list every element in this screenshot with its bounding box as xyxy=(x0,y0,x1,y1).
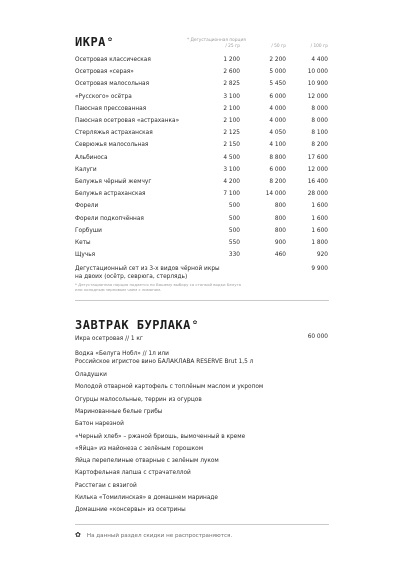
caviar-row xyxy=(75,249,329,261)
caviar-item-price: 550 xyxy=(228,240,240,246)
caviar-item-price: 8 200 xyxy=(311,142,328,149)
caviar-row xyxy=(75,225,329,237)
tasting-note-line1: * Дегустационная порция подается по Вашему выбору со стопкой водки Белуга xyxy=(75,282,242,287)
caviar-item-price: 5 450 xyxy=(269,81,286,88)
tasting-set xyxy=(75,266,329,281)
flower-icon: ✿ xyxy=(107,35,113,43)
caviar-item-price: 4 000 xyxy=(269,118,286,124)
caviar-item-price: 4 400 xyxy=(311,57,328,63)
caviar-item-price: 8 800 xyxy=(269,154,286,161)
caviar-row xyxy=(75,164,329,176)
caviar-title-text: ИКРА xyxy=(75,35,106,49)
caviar-item-price: 17 600 xyxy=(307,154,328,161)
breakfast-item: Яйца перепелиные отварные с зелёным луком xyxy=(75,458,219,465)
caviar-item-price: 1 600 xyxy=(311,215,328,222)
breakfast-item: «Черный хлеб» – ржаной бриошь, вымоченный в креме xyxy=(75,433,246,440)
caviar-row xyxy=(75,91,329,103)
caviar-item-name: Кеты xyxy=(75,240,91,246)
caviar-item-price: 12 000 xyxy=(307,166,328,173)
caviar-row xyxy=(75,213,329,225)
caviar-row xyxy=(75,78,329,90)
footer-note-text: На данный раздел скидки не распространяются. xyxy=(86,533,233,539)
caviar-item-price: 460 xyxy=(274,252,286,259)
caviar-row xyxy=(75,176,329,188)
breakfast-item: Оладушки xyxy=(75,372,107,378)
caviar-item-price: 10 900 xyxy=(307,81,328,88)
caviar-item-price: 3 100 xyxy=(223,166,240,173)
caviar-row xyxy=(75,66,329,78)
caviar-item-name: «Русского» осётра xyxy=(75,93,132,100)
caviar-row xyxy=(75,188,329,200)
caviar-item-price: 6 000 xyxy=(269,166,286,173)
caviar-item-name: Белужья астраханская xyxy=(75,191,146,198)
caviar-item-name: Севрюжья малосольная xyxy=(75,142,149,149)
breakfast-main-line: Икра осетровая // 1 кг xyxy=(75,336,143,342)
caviar-row xyxy=(75,103,329,115)
caviar-item-price: 920 xyxy=(316,252,328,259)
tasting-set-price: 9 900 xyxy=(311,266,328,272)
breakfast-item: Молодой отварной картофель с топлёным маслом и укропом xyxy=(75,384,264,391)
portion-note: * Дегустационная порция xyxy=(187,38,246,43)
caviar-item-price: 7 100 xyxy=(223,191,240,198)
caviar-item-price: 28 000 xyxy=(307,191,328,198)
caviar-item-price: 1 600 xyxy=(311,203,328,210)
caviar-item-name: Стерляжья астраханская xyxy=(75,130,153,137)
breakfast-item: «Яйца» из майонеза с зелёным горошком xyxy=(75,445,204,452)
caviar-item-name: Горбуши xyxy=(75,227,102,234)
caviar-item-name: Паюсная осетровая «астраханка» xyxy=(75,118,180,124)
breakfast-drink-line1: Водка «Белуга Нобл» // 1л или xyxy=(75,351,169,357)
caviar-item-price: 8 000 xyxy=(311,105,328,112)
breakfast-item: Батон нарезной xyxy=(75,421,124,428)
breakfast-item: Килька «Томилинская» в домашнем маринаде xyxy=(75,495,218,501)
caviar-row xyxy=(75,127,329,139)
caviar-item-name: Форели подкопчённая xyxy=(75,215,144,222)
tasting-set-line1: Дегустационный сет из 3-х видов чёрной икры xyxy=(75,266,220,272)
caviar-item-price: 14 000 xyxy=(265,191,286,198)
caviar-item-price: 500 xyxy=(228,215,240,222)
caviar-item-name: Осетровая классическая xyxy=(75,57,151,63)
caviar-row xyxy=(75,237,329,249)
caviar-item-price: 900 xyxy=(274,240,286,246)
caviar-item-price: 10 000 xyxy=(307,69,328,76)
caviar-row xyxy=(75,152,329,164)
caviar-item-name: Осетровая «серая» xyxy=(75,69,134,76)
col-head-100: / 100 гр xyxy=(310,44,328,49)
caviar-section-title xyxy=(75,35,113,49)
flower-icon: ✿ xyxy=(192,318,198,326)
caviar-item-price: 6 000 xyxy=(269,93,286,100)
caviar-item-price: 1 200 xyxy=(223,57,240,63)
caviar-item-name: Альбиноса xyxy=(75,154,108,161)
breakfast-title-text: ЗАВТРАК БУРЛАКА xyxy=(75,318,191,332)
breakfast-item: Домашние «консервы» из осетрины xyxy=(75,507,186,514)
footer-note xyxy=(75,531,232,539)
caviar-item-price: 800 xyxy=(274,203,286,210)
caviar-item-price: 4 000 xyxy=(269,105,286,112)
caviar-item-price: 2 150 xyxy=(223,142,240,149)
caviar-item-price: 1 600 xyxy=(311,227,328,234)
breakfast-section-title xyxy=(75,318,198,332)
caviar-item-price: 5 000 xyxy=(269,69,286,76)
breakfast-item: Огурцы малосольные, террин из огурцов xyxy=(75,396,202,403)
caviar-item-name: Форели xyxy=(75,203,99,210)
breakfast-drink-line2: Российское игристое вино БАЛАКЛАВА RESERVE Brut 1,5 л xyxy=(75,359,254,365)
caviar-item-price: 16 400 xyxy=(307,179,328,185)
caviar-item-price: 8 100 xyxy=(311,130,328,137)
caviar-item-name: Белужья чёрный жемчуг xyxy=(75,179,152,185)
breakfast-item: Картофельная лапша с страчателлой xyxy=(75,470,191,477)
caviar-row xyxy=(75,139,329,151)
caviar-row xyxy=(75,200,329,212)
caviar-item-price: 800 xyxy=(274,215,286,222)
caviar-item-price: 4 500 xyxy=(223,154,240,161)
caviar-item-price: 2 825 xyxy=(223,81,240,88)
caviar-item-price: 2 125 xyxy=(223,130,240,137)
tasting-set-line2: на двоих (осётр, севрюга, стерлядь) xyxy=(75,273,188,280)
caviar-item-price: 1 800 xyxy=(311,240,328,246)
col-head-25: / 25 гр xyxy=(225,44,240,49)
caviar-row xyxy=(75,115,329,127)
caviar-item-price: 2 200 xyxy=(269,57,286,63)
footer-divider xyxy=(75,524,329,525)
caviar-item-price: 8 000 xyxy=(311,118,328,124)
tasting-note-line2: или холодным зерновым чаем с лимоном. xyxy=(75,287,162,292)
caviar-item-price: 2 100 xyxy=(223,118,240,124)
caviar-item-price: 12 000 xyxy=(307,93,328,100)
caviar-item-price: 330 xyxy=(228,252,240,259)
caviar-item-price: 4 050 xyxy=(269,130,286,137)
caviar-item-price: 500 xyxy=(228,227,240,234)
caviar-item-price: 500 xyxy=(228,203,240,210)
caviar-row xyxy=(75,54,329,66)
breakfast-main-price: 60 000 xyxy=(307,334,328,340)
caviar-item-price: 2 600 xyxy=(223,69,240,76)
breakfast-item: Маринованные белые грибы xyxy=(75,408,163,415)
caviar-item-price: 2 100 xyxy=(223,105,240,112)
caviar-item-name: Калуги xyxy=(75,166,97,173)
caviar-item-price: 8 200 xyxy=(269,179,286,185)
caviar-item-price: 4 100 xyxy=(269,142,286,149)
caviar-item-price: 3 100 xyxy=(223,93,240,100)
caviar-item-name: Осетровая малосольная xyxy=(75,81,150,88)
caviar-item-name: Щучья xyxy=(75,252,96,259)
caviar-item-price: 800 xyxy=(274,227,286,234)
col-head-50: / 50 гр xyxy=(271,44,286,49)
section-divider xyxy=(75,300,329,301)
breakfast-item: Расстегаи с вязигой xyxy=(75,482,137,489)
caviar-item-price: 4 200 xyxy=(223,179,240,185)
flower-icon: ✿ xyxy=(75,531,81,539)
caviar-item-name: Паюсная прессованная xyxy=(75,105,147,112)
